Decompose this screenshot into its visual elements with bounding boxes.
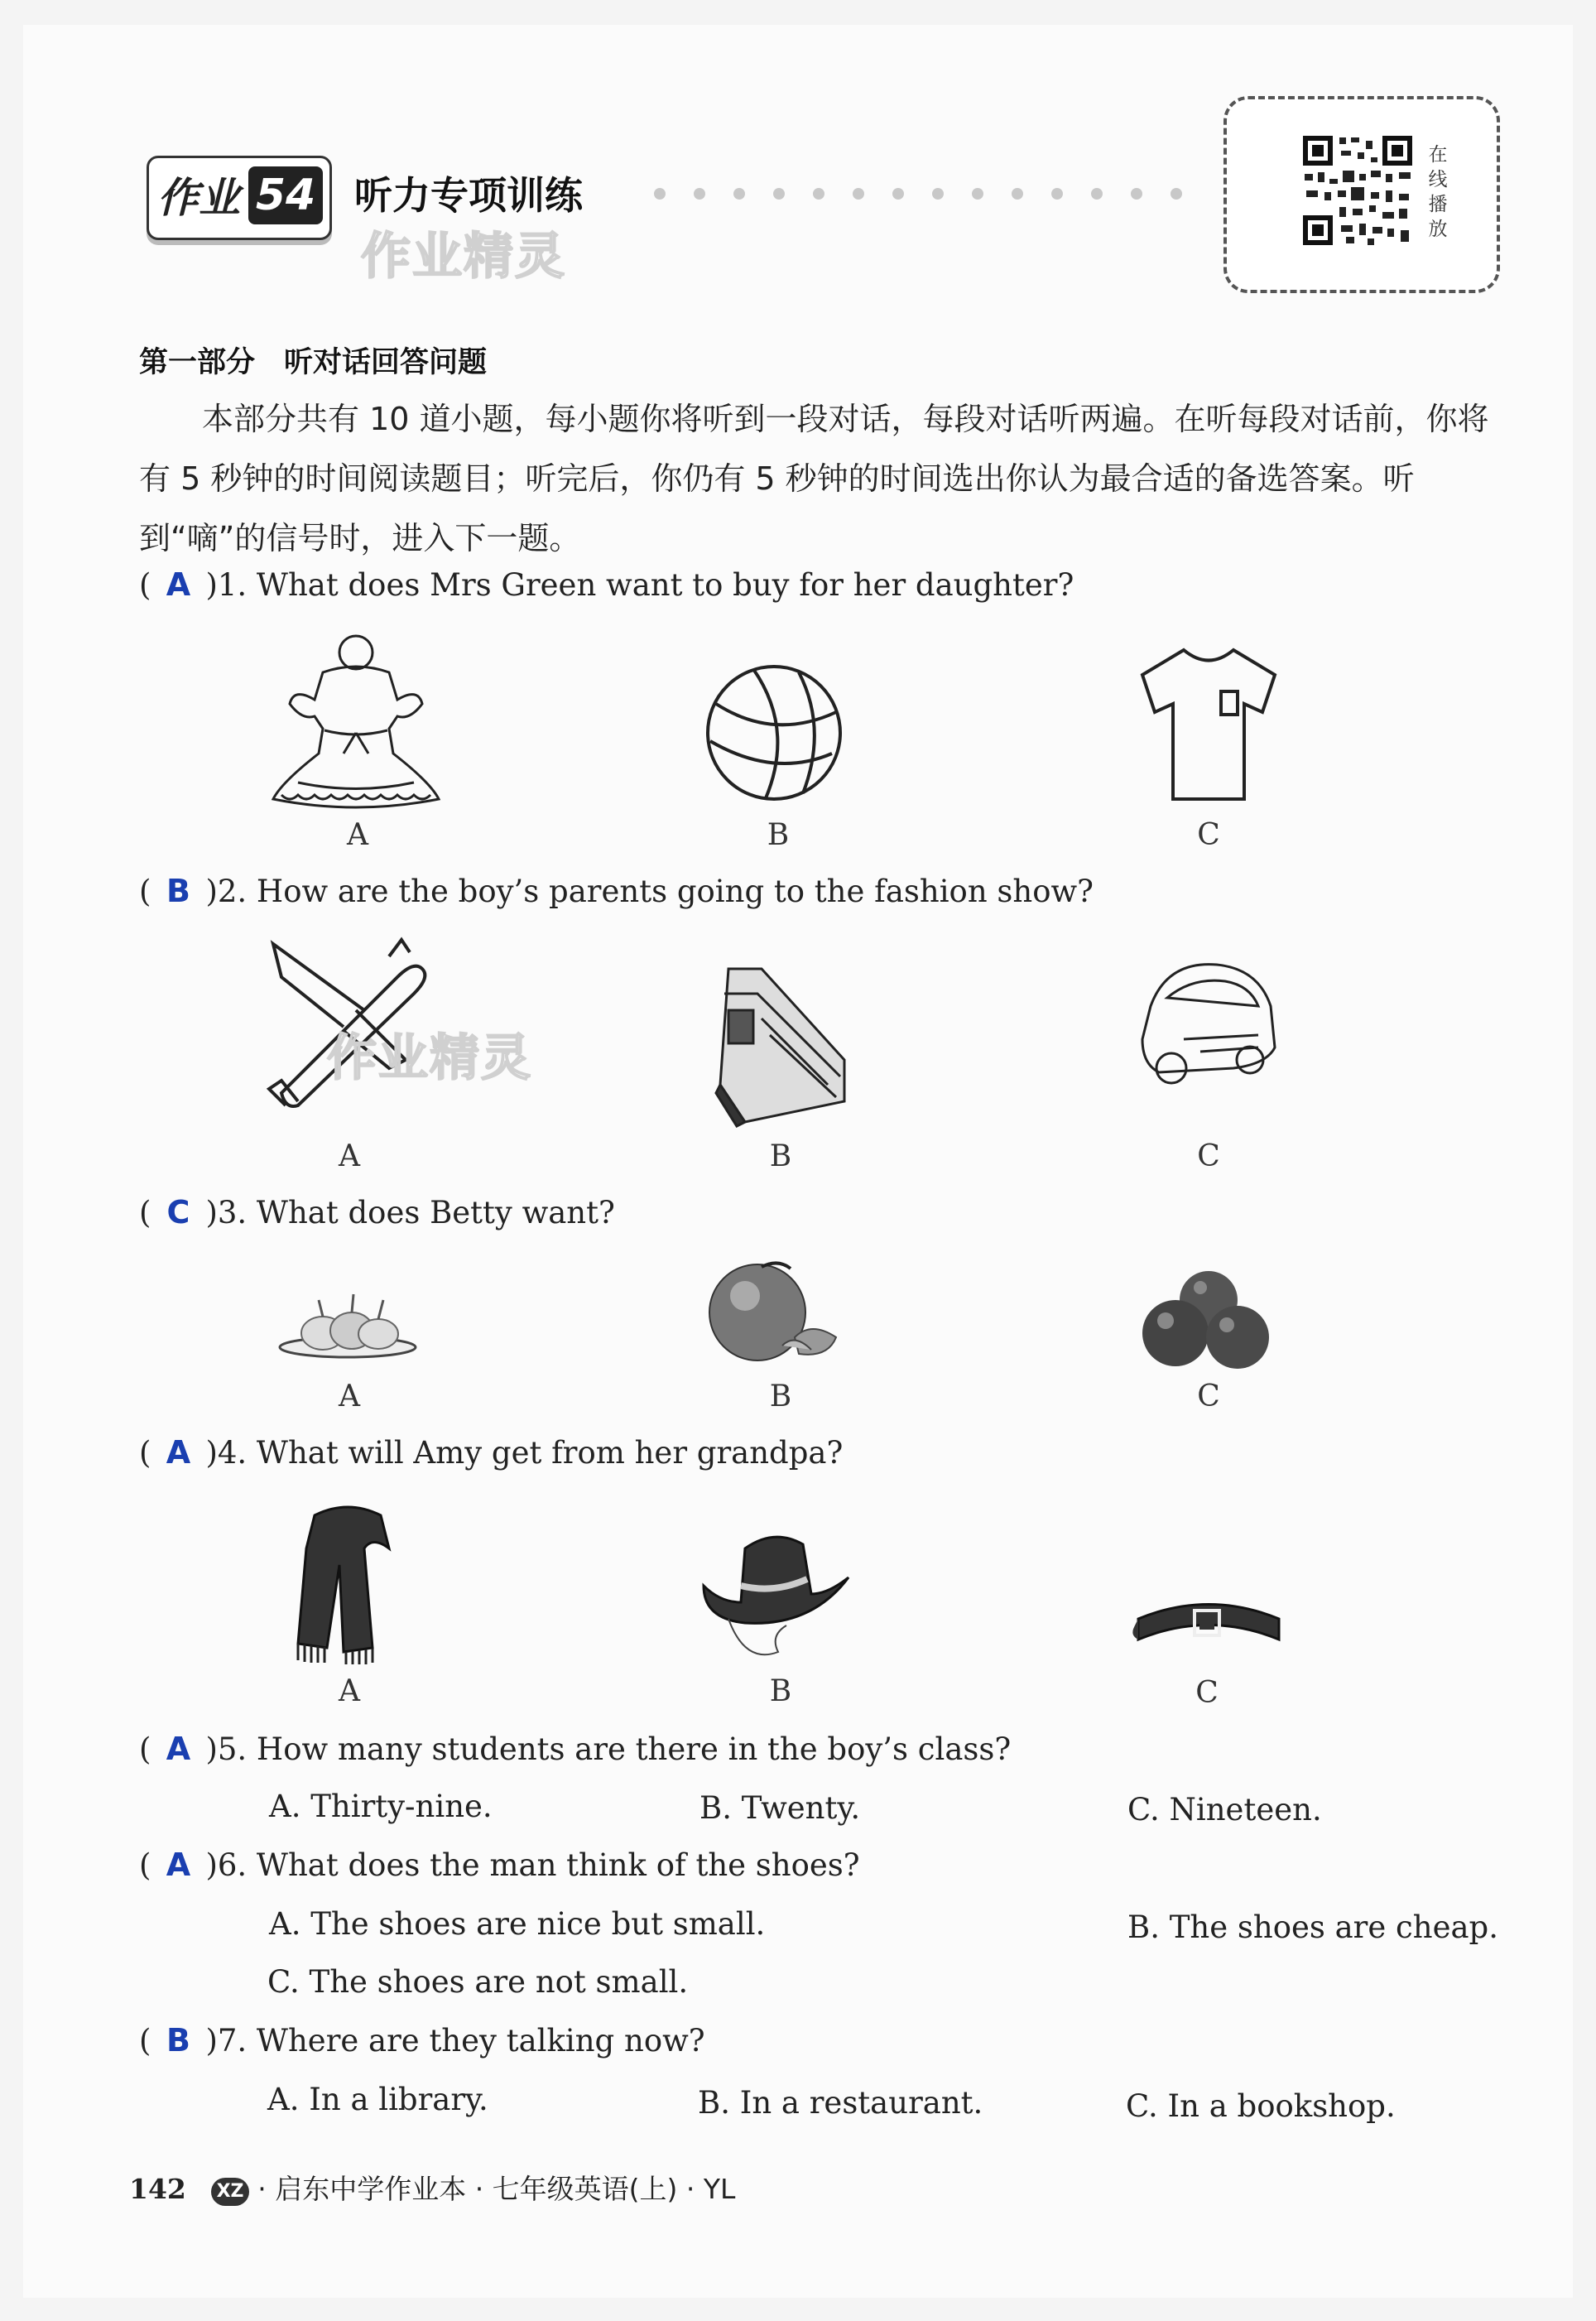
train-icon <box>712 961 853 1126</box>
option-label: C <box>1197 818 1220 852</box>
option-c: C. In a bookshop. <box>1126 2088 1396 2124</box>
tomatoes-icon <box>1134 1267 1283 1375</box>
option-label: C <box>1197 1380 1220 1413</box>
question-5: ( A )5. How many students are there in the boy’s class? <box>139 1731 1012 1767</box>
answer-mark: A <box>166 1731 191 1767</box>
option-label: B <box>767 818 790 852</box>
car-icon <box>1134 948 1283 1089</box>
publication-title: · 启东中学作业本 · 七年级英语(上) · YL <box>257 2173 736 2205</box>
unit-title: 听力专项训练 <box>354 173 583 218</box>
option-label: A <box>339 1380 360 1413</box>
scarf-icon <box>281 1499 414 1664</box>
qr-code-panel[interactable] <box>1223 96 1500 293</box>
answer-mark: A <box>166 1847 191 1883</box>
dress-icon <box>265 629 455 820</box>
option-label: C <box>1197 1139 1220 1173</box>
homework-number: 54 <box>248 166 323 224</box>
option-label: B <box>769 1380 792 1413</box>
option-b: B. In a restaurant. <box>698 2085 983 2121</box>
t-shirt-icon <box>1138 646 1279 803</box>
belt-icon <box>1130 1594 1287 1664</box>
watermark: 作业精灵 <box>361 228 566 286</box>
answer-mark: C <box>166 1194 190 1230</box>
question-4: ( A )4. What will Amy get from her grandpa? <box>139 1434 844 1471</box>
homework-tag <box>147 156 332 240</box>
answer-mark: A <box>166 1434 191 1471</box>
qr-code-icon[interactable] <box>1300 132 1416 248</box>
option-c: C. Nineteen. <box>1127 1792 1322 1827</box>
basketball-icon <box>704 662 844 803</box>
option-b: B. Twenty. <box>699 1790 861 1826</box>
cowboy-hat-icon <box>695 1528 861 1669</box>
option-c: C. The shoes are not small. <box>267 1964 689 2000</box>
homework-tag-word: 作业 <box>157 174 240 222</box>
publisher-logo: XZ <box>211 2178 249 2206</box>
option-label: A <box>339 1139 360 1173</box>
option-b: B. The shoes are cheap. <box>1127 1909 1498 1945</box>
option-label: C <box>1195 1676 1219 1710</box>
option-a: A. Thirty-nine. <box>269 1789 493 1824</box>
section-instructions: 本部分共有 10 道小题，每小题你将听到一段对话，每段对话听两遍。在听每段对话前，你将有 5 秒钟的时间阅读题目；听完后，你仍有 5 秒钟的时间选出你认为最合适的备选答案。听到“嘀”的信号时，进入下一题。 <box>139 401 1489 556</box>
section-title: 第一部分 听对话回答问题 <box>139 346 488 379</box>
question-1: ( A )1. What does Mrs Green want to buy for her daughter? <box>139 566 1074 603</box>
pears-plate-icon <box>277 1288 418 1362</box>
answer-mark: A <box>166 566 191 603</box>
qr-caption: 在 线 播 放 <box>1428 144 1448 240</box>
page-number: 142 <box>129 2173 186 2205</box>
page-footer <box>129 2168 735 2207</box>
answer-mark: B <box>166 873 190 909</box>
question-3: ( C )3. What does Betty want? <box>139 1194 615 1230</box>
option-a: A. The shoes are nice but small. <box>269 1906 766 1942</box>
answer-mark: B <box>166 2022 190 2059</box>
question-6: ( A )6. What does the man think of the shoes? <box>139 1847 860 1883</box>
orange-icon <box>704 1259 853 1366</box>
option-label: B <box>769 1139 792 1173</box>
question-2: ( B )2. How are the boy’s parents going to the fashion show? <box>139 873 1094 909</box>
option-label: A <box>339 1674 360 1708</box>
option-label: A <box>347 818 368 852</box>
decorative-dots <box>654 187 1210 203</box>
watermark: 作业精灵 <box>327 1029 532 1087</box>
option-a: A. In a library. <box>267 2082 488 2117</box>
question-7: ( B )7. Where are they talking now? <box>139 2022 705 2059</box>
option-label: B <box>769 1674 792 1708</box>
